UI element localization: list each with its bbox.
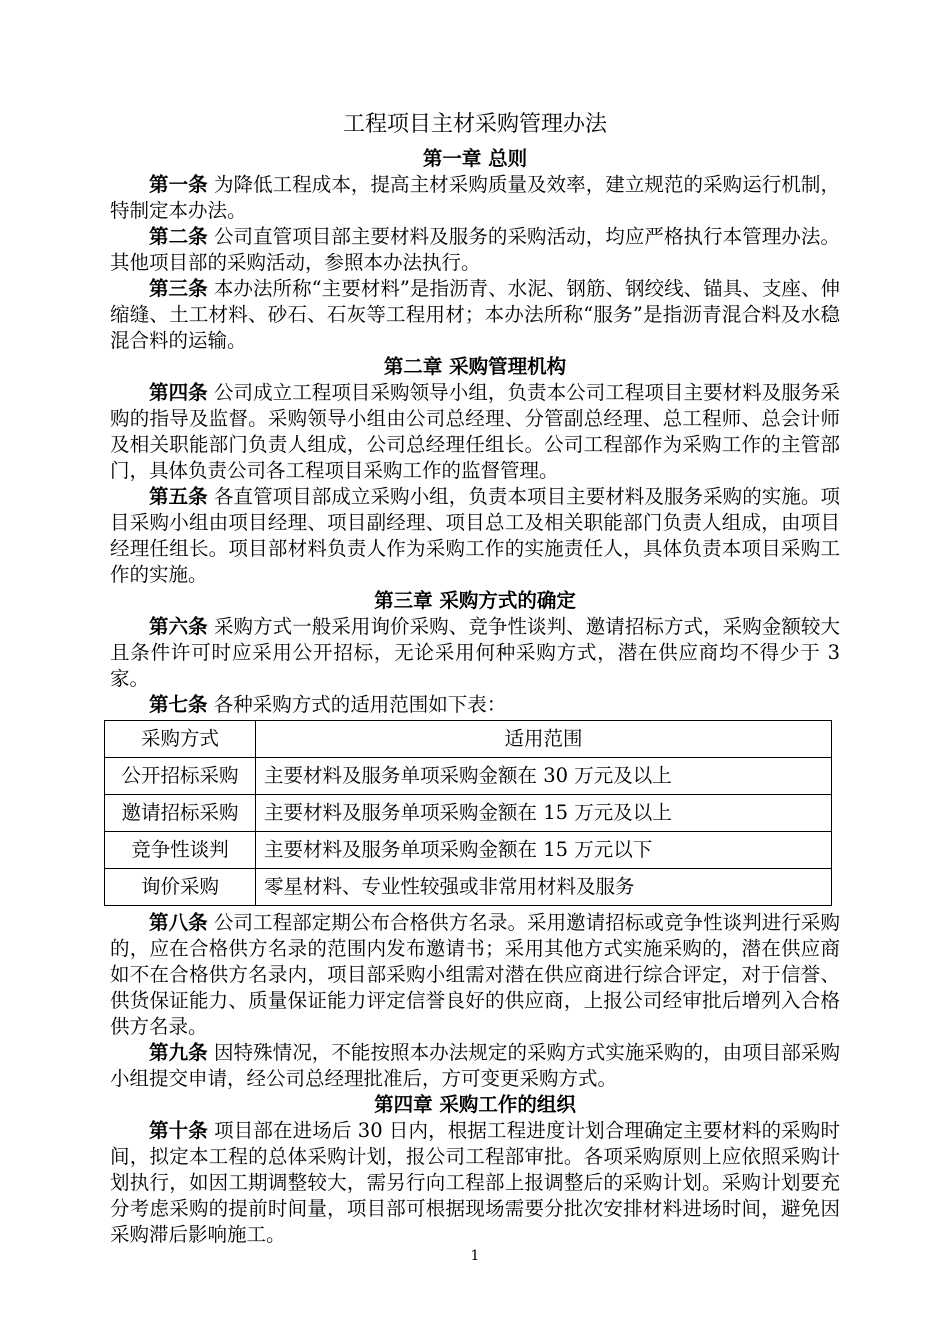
table-cell-method: 邀请招标采购 <box>105 795 256 832</box>
article-text: 采购方式一般采用询价采购、竞争性谈判、邀请招标方式，采购金额较大且条件许可时应采用公开招标，无论采用何种采购方式，潜在供应商均不得少于 3 家。 <box>110 615 840 690</box>
document-page <box>110 110 840 1248</box>
table-row <box>105 869 832 906</box>
article-label: 第十条 <box>149 1119 208 1142</box>
article-label: 第四条 <box>149 381 208 404</box>
article-label: 第八条 <box>149 911 208 934</box>
article-text: 因特殊情况，不能按照本办法规定的采购方式实施采购的，由项目部采购小组提交申请，经公司总经理批准后，方可变更采购方式。 <box>110 1041 840 1090</box>
table-row <box>105 758 832 795</box>
article-paragraph <box>110 1118 840 1248</box>
chapter-heading: 第三章 采购方式的确定 <box>374 589 576 612</box>
article-paragraph <box>110 484 840 588</box>
table-header-method: 采购方式 <box>105 721 256 758</box>
chapter-heading: 第四章 采购工作的组织 <box>374 1093 576 1116</box>
table-cell-scope: 主要材料及服务单项采购金额在 15 万元以下 <box>256 832 832 869</box>
chapter-heading: 第二章 采购管理机构 <box>383 355 567 378</box>
article-text: 公司成立工程项目采购领导小组，负责本公司工程项目主要材料及服务采购的指导及监督。采购领导小组由公司总经理、分管副总经理、总工程师、总会计师及相关职能部门负责人组成，公司总经理任组长。公司工程部作为采购工作的主管部门，具体负责公司各工程项目采购工作的监督管理。 <box>110 381 840 482</box>
table-cell-method: 竞争性谈判 <box>105 832 256 869</box>
article-label: 第九条 <box>149 1041 208 1064</box>
procurement-method-table <box>104 720 832 906</box>
table-cell-scope: 零星材料、专业性较强或非常用材料及服务 <box>256 869 832 906</box>
table-cell-scope: 主要材料及服务单项采购金额在 30 万元及以上 <box>256 758 832 795</box>
article-paragraph <box>110 224 840 276</box>
article-paragraph <box>110 614 840 692</box>
article-text: 公司工程部定期公布合格供方名录。采用邀请招标或竞争性谈判进行采购的，应在合格供方名录的范围内发布邀请书；采用其他方式实施采购的，潜在供应商如不在合格供方名录内，项目部采购小组需对潜在供应商进行综合评定，对于信誉、供货保证能力、质量保证能力评定信誉良好的供应商，上报公司经审批后增列入合格供方名录。 <box>110 911 840 1038</box>
article-label: 第五条 <box>149 485 208 508</box>
document-title: 工程项目主材采购管理办法 <box>342 112 607 137</box>
article-text: 为降低工程成本，提高主材采购质量及效率，建立规范的采购运行机制，特制定本办法。 <box>110 173 840 222</box>
table-row <box>105 832 832 869</box>
article-label: 第六条 <box>149 615 208 638</box>
article-paragraph <box>110 910 840 1040</box>
article-text: 公司直管项目部主要材料及服务的采购活动，均应严格执行本管理办法。其他项目部的采购活动，参照本办法执行。 <box>110 225 840 274</box>
article-text: 各种采购方式的适用范围如下表： <box>207 693 507 716</box>
chapter-heading: 第一章 总则 <box>422 147 528 170</box>
table-cell-scope: 主要材料及服务单项采购金额在 15 万元及以上 <box>256 795 832 832</box>
table-header-row <box>105 721 832 758</box>
article-text: 项目部在进场后 30 日内，根据工程进度计划合理确定主要材料的采购时间，拟定本工程的总体采购计划，报公司工程部审批。各项采购原则上应依照采购计划执行，如因工期调整较大，需另行向工程部上报调整后的采购计划。采购计划要充分考虑采购的提前时间量，项目部可根据现场需要分批次安排材料进场时间，避免因采购滞后影响施工。 <box>110 1119 840 1246</box>
table-cell-method: 公开招标采购 <box>105 758 256 795</box>
article-paragraph <box>110 380 840 484</box>
article-label: 第二条 <box>149 225 208 248</box>
article-text: 本办法所称“主要材料”是指沥青、水泥、钢筋、钢绞线、锚具、支座、伸缩缝、土工材料、砂石、石灰等工程用材；本办法所称“服务”是指沥青混合料及水稳混合料的运输。 <box>110 277 840 352</box>
table-row <box>105 795 832 832</box>
table-cell-method: 询价采购 <box>105 869 256 906</box>
article-label: 第一条 <box>149 173 208 196</box>
article-paragraph <box>110 276 840 354</box>
article-paragraph <box>110 692 840 718</box>
article-text: 各直管项目部成立采购小组，负责本项目主要材料及服务采购的实施。项目采购小组由项目经理、项目副经理、项目总工及相关职能部门负责人组成，由项目经理任组长。项目部材料负责人作为采购工作的实施责任人，具体负责本项目采购工作的实施。 <box>110 485 840 586</box>
article-paragraph <box>110 1040 840 1092</box>
page-number: 1 <box>470 1248 480 1264</box>
article-label: 第三条 <box>149 277 208 300</box>
table-header-scope: 适用范围 <box>256 721 832 758</box>
article-label: 第七条 <box>149 693 208 716</box>
article-paragraph <box>110 172 840 224</box>
